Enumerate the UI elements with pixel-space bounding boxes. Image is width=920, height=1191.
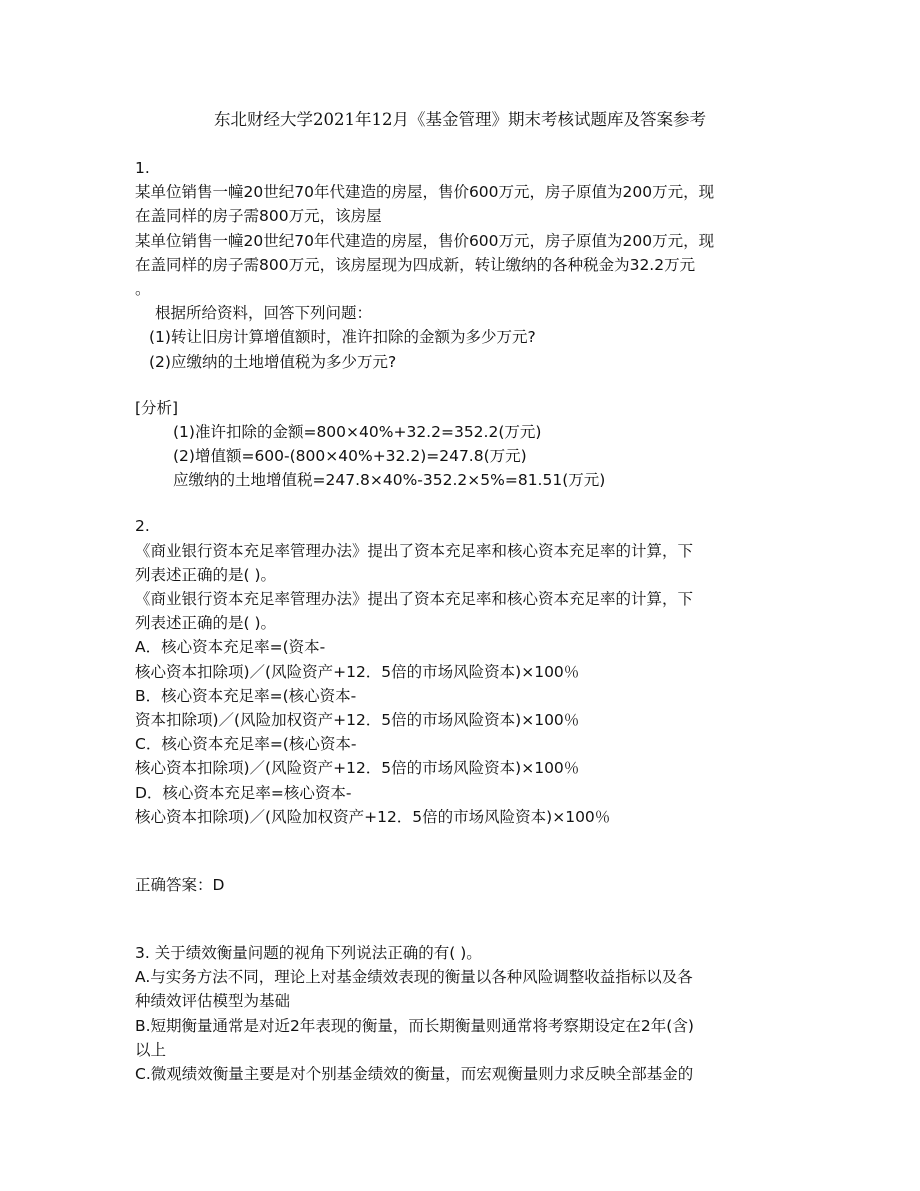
- analysis-line: 应缴纳的土地增值税=247.8×40%-352.2×5%=81.51(万元): [173, 471, 606, 490]
- option-line: C.微观绩效衡量主要是对个别基金绩效的衡量，而宏观衡量则力求反映全部基金的: [135, 1065, 694, 1083]
- option-line: 以上: [135, 1040, 167, 1059]
- option-c-continued: 核心资本扣除项)／(风险资产+12．5倍的市场风险资本)×100％: [135, 759, 580, 778]
- question-3: [135, 941, 795, 1086]
- question-stem-line: 在盖同样的房子需800万元，该房屋: [135, 207, 382, 226]
- option-d-continued: 核心资本扣除项)／(风险加权资产+12．5倍的市场风险资本)×100％: [135, 807, 611, 826]
- question-stem-line: 《商业银行资本充足率管理办法》提出了资本充足率和核心资本充足率的计算，下: [135, 541, 694, 560]
- question-prompt: 根据所给资料，回答下列问题：: [155, 304, 373, 323]
- question-stem-line: 。: [135, 279, 151, 298]
- question-2: [135, 514, 795, 897]
- sub-question: (2)应缴纳的土地增值税为多少万元?: [149, 352, 397, 371]
- question-stem-line: 列表述正确的是( )。: [135, 614, 277, 633]
- question-stem-line: 《商业银行资本充足率管理办法》提出了资本充足率和核心资本充足率的计算，下: [135, 590, 694, 608]
- analysis-line: (2)增值额=600-(800×40%+32.2)=247.8(万元): [173, 447, 527, 466]
- option-b: B．核心资本充足率=(核心资本-: [135, 686, 357, 705]
- option-line: A.与实务方法不同，理论上对基金绩效表现的衡量以各种风险调整收益指标以及各: [135, 968, 693, 987]
- document-body: [135, 156, 795, 1086]
- option-a-continued: 核心资本扣除项)／(风险资产+12．5倍的市场风险资本)×100％: [135, 662, 580, 681]
- analysis-label: [分析]: [135, 398, 179, 417]
- sub-question: (1)转让旧房计算增值额时，准许扣除的金额为多少万元?: [149, 328, 536, 347]
- question-stem-line: 在盖同样的房子需800万元，该房屋现为四成新，转让缴纳的各种税金为32.2万元: [135, 255, 696, 274]
- question-stem-line: 某单位销售一幢20世纪70年代建造的房屋，售价600万元，房子原值为200万元，现: [135, 183, 715, 202]
- option-a: A．核心资本充足率=(资本-: [135, 638, 326, 657]
- question-stem: 3. 关于绩效衡量问题的视角下列说法正确的有( )。: [135, 944, 482, 963]
- option-d: D．核心资本充足率=核心资本-: [135, 783, 352, 802]
- option-b-continued: 资本扣除项)／(风险加权资产+12．5倍的市场风险资本)×100％: [135, 710, 580, 729]
- option-c: C．核心资本充足率=(核心资本-: [135, 735, 357, 754]
- option-line: 种绩效评估模型为基础: [135, 992, 291, 1011]
- correct-answer: 正确答案：D: [135, 875, 225, 894]
- question-number: 1.: [135, 159, 150, 177]
- document-title: 东北财经大学2021年12月《基金管理》期末考核试题库及答案参考: [214, 110, 706, 129]
- analysis-line: (1)准许扣除的金额=800×40%+32.2=352.2(万元): [173, 422, 542, 441]
- question-stem-line: 列表述正确的是( )。: [135, 565, 277, 584]
- option-line: B.短期衡量通常是对近2年表现的衡量，而长期衡量则通常将考察期设定在2年(含): [135, 1016, 694, 1035]
- question-1: [135, 156, 795, 492]
- question-number: 2.: [135, 517, 150, 536]
- question-stem-line: 某单位销售一幢20世纪70年代建造的房屋，售价600万元，房子原值为200万元，现: [135, 231, 715, 250]
